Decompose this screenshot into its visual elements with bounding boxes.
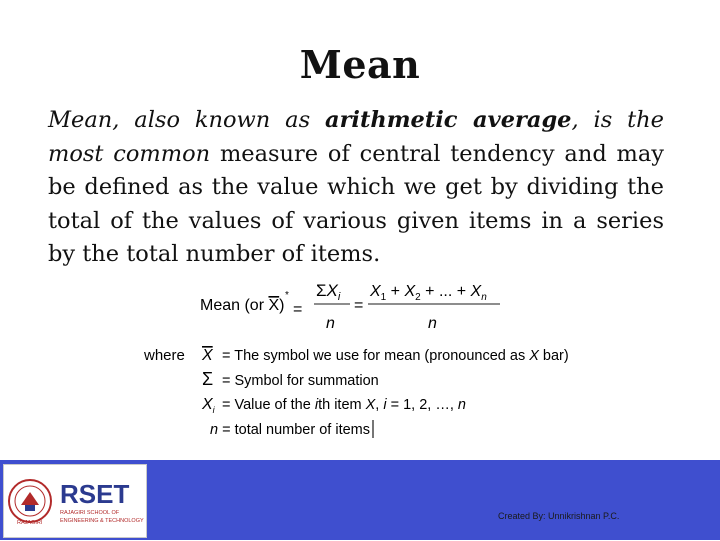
author-credit: Created By: Unnikrishnan P.C. bbox=[498, 511, 620, 521]
paragraph-text-run: be defined as the value which we get by dividing the bbox=[48, 174, 664, 200]
where-label: where bbox=[144, 347, 185, 364]
paragraph-text-run: total of the values of various given items in a series bbox=[48, 207, 664, 234]
def-xbar: = The symbol we use for mean (pronounced as X bar) bbox=[222, 348, 569, 364]
paragraph-text-run: Mean, also known as bbox=[48, 107, 325, 133]
formula-lhs: Mean (or X) bbox=[200, 297, 285, 314]
logo-wordmark: RSET bbox=[60, 479, 130, 509]
seal-book-icon bbox=[25, 505, 35, 511]
paragraph-text-run: most common bbox=[48, 140, 211, 167]
paragraph-line bbox=[48, 138, 664, 172]
paragraph-line bbox=[48, 238, 664, 272]
frac1-denominator: n bbox=[326, 315, 335, 332]
paragraph-line bbox=[48, 171, 664, 205]
paragraph-text-run: arithmetic average bbox=[325, 107, 572, 133]
definition-paragraph bbox=[48, 104, 664, 272]
paragraph-line bbox=[48, 104, 664, 138]
frac1-numerator: $\Sigma X_i$ bbox=[316, 281, 341, 303]
slide-title: Mean bbox=[299, 42, 421, 87]
def-n: n = total number of items bbox=[210, 422, 370, 438]
def-sigma: = Symbol for summation bbox=[222, 373, 379, 389]
logo-subtitle-1: RAJAGIRI SCHOOL OF bbox=[60, 510, 120, 516]
formula-svg bbox=[140, 276, 580, 441]
def-xi: = Value of the ith item X, i = 1, 2, …, n bbox=[222, 397, 466, 413]
sigma-symbol: Σ bbox=[202, 369, 214, 389]
logo-subtitle-2: ENGINEERING & TECHNOLOGY bbox=[60, 518, 144, 524]
footer-band bbox=[0, 460, 720, 540]
asterisk: * bbox=[285, 290, 289, 301]
frac2-numerator: $X_1 + X_2$ + ... + $X_n$ bbox=[370, 283, 487, 303]
paragraph-line bbox=[48, 205, 664, 239]
xbar-symbol: X bbox=[202, 347, 213, 364]
institution-logo bbox=[3, 464, 147, 538]
xi-symbol: $X_i$ bbox=[202, 396, 215, 415]
frac2-denominator: n bbox=[428, 315, 437, 332]
seal-emblem-icon bbox=[21, 492, 39, 505]
equals-2: = bbox=[354, 297, 364, 314]
mean-formula-figure bbox=[140, 276, 580, 441]
equals-1: = bbox=[293, 301, 303, 318]
paragraph-text-run: by the total number of items. bbox=[48, 241, 381, 267]
seal-text: RAJAGIRI bbox=[17, 520, 43, 526]
paragraph-text-run: , is the bbox=[571, 107, 664, 133]
paragraph-text-run: measure of central tendency and may bbox=[210, 140, 664, 167]
rset-logo-svg bbox=[4, 465, 146, 537]
